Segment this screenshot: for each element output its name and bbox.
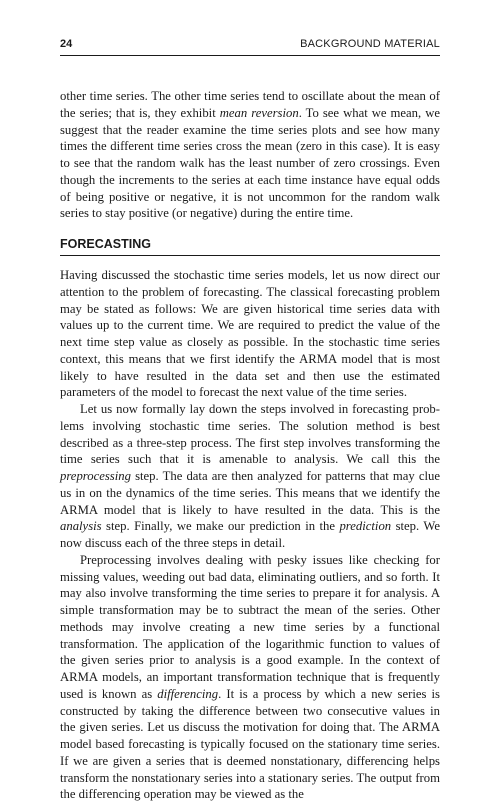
paragraph-forecasting-steps: Let us now formally lay down the steps involved in forecasting problems involving stochastic time series. The solution method is best described as a three-step process. The first step involves transforming the time series such that it is amenable to analysis. We call this the preprocessing step. The data are then analyzed for patterns that may clue us in on the dynamics of the time series. This means that we identify the ARMA model that is likely to have resulted in the data. This is the analysis step. Finally, we make our prediction in the prediction step. We now discuss each of the three steps in detail. bbox=[60, 402, 440, 550]
emphasis-prediction: prediction bbox=[339, 519, 392, 534]
emphasis-mean-reversion: mean reversion bbox=[219, 105, 299, 120]
paragraph-preprocessing: Preprocessing involves dealing with pesky issues like checking for missing values, weeding out bad data, eliminating outliers, and so forth. It may also involve transforming the time series to prepare it for analysis. A simple transformation may be to subtract the mean of the series. Other methods may involve creating a new time series by a functional transformation. The application of the logarithmic function to values of the given series prior to analysis is a good example. In the context of ARMA models, an important transformation technique that is frequently used is known as differencing. It is a process by which a new series is constructed by taking the difference between two consecutive values in the given series. Let us discuss the motivation for doing that. The ARMA model based forecasting is typically focused on the stationary time series. If we are given a series that is deemed nonstationary, differencing helps transform the nonstationary series into a stationary series. The output from the differencing operation may be viewed as the bbox=[60, 552, 440, 802]
running-header bbox=[60, 38, 440, 50]
section-heading-text: FORECASTING bbox=[60, 237, 151, 251]
header-rule bbox=[60, 55, 440, 56]
page-number: 24 bbox=[60, 38, 73, 50]
paragraph-forecasting-intro: Having discussed the stochastic time series models, let us now direct our attention to the problem of forecasting. The classical forecasting problem may be stated as follows: We are given historical time series data with values up to the current time. We are required to predict the value of the next time step value as closely as possible. In the stochastic time series context, this means that we first identify the ARMA model that is most likely to have resulted in the data set and then use the estimated parameters of the model to forecast the next value of the time series. bbox=[60, 268, 440, 400]
intro-paragraph: other time series. The other time series tend to oscillate about the mean of the series; that is, they exhibit mean reversion. To see what we mean, we suggest that the reader examine the time series plots and see how many times the different time series cross the mean (zero in this case). It is easy to see that the random walk has the least number of zero crossings. Even though the increments to the series at each time instance have equal odds of being positive or negative, it is not uncommon for the random walk series to stay positive (or negative) during the entire time. bbox=[60, 89, 441, 221]
section-text-block bbox=[60, 267, 440, 803]
emphasis-preprocessing: preprocessing bbox=[60, 469, 131, 483]
emphasis-analysis: analysis bbox=[60, 519, 102, 534]
emphasis-differencing: differencing bbox=[157, 686, 219, 701]
intro-text-block bbox=[60, 88, 440, 222]
section-heading-rule bbox=[60, 255, 440, 256]
section-heading bbox=[60, 237, 440, 256]
running-title: BACKGROUND MATERIAL bbox=[300, 38, 440, 50]
